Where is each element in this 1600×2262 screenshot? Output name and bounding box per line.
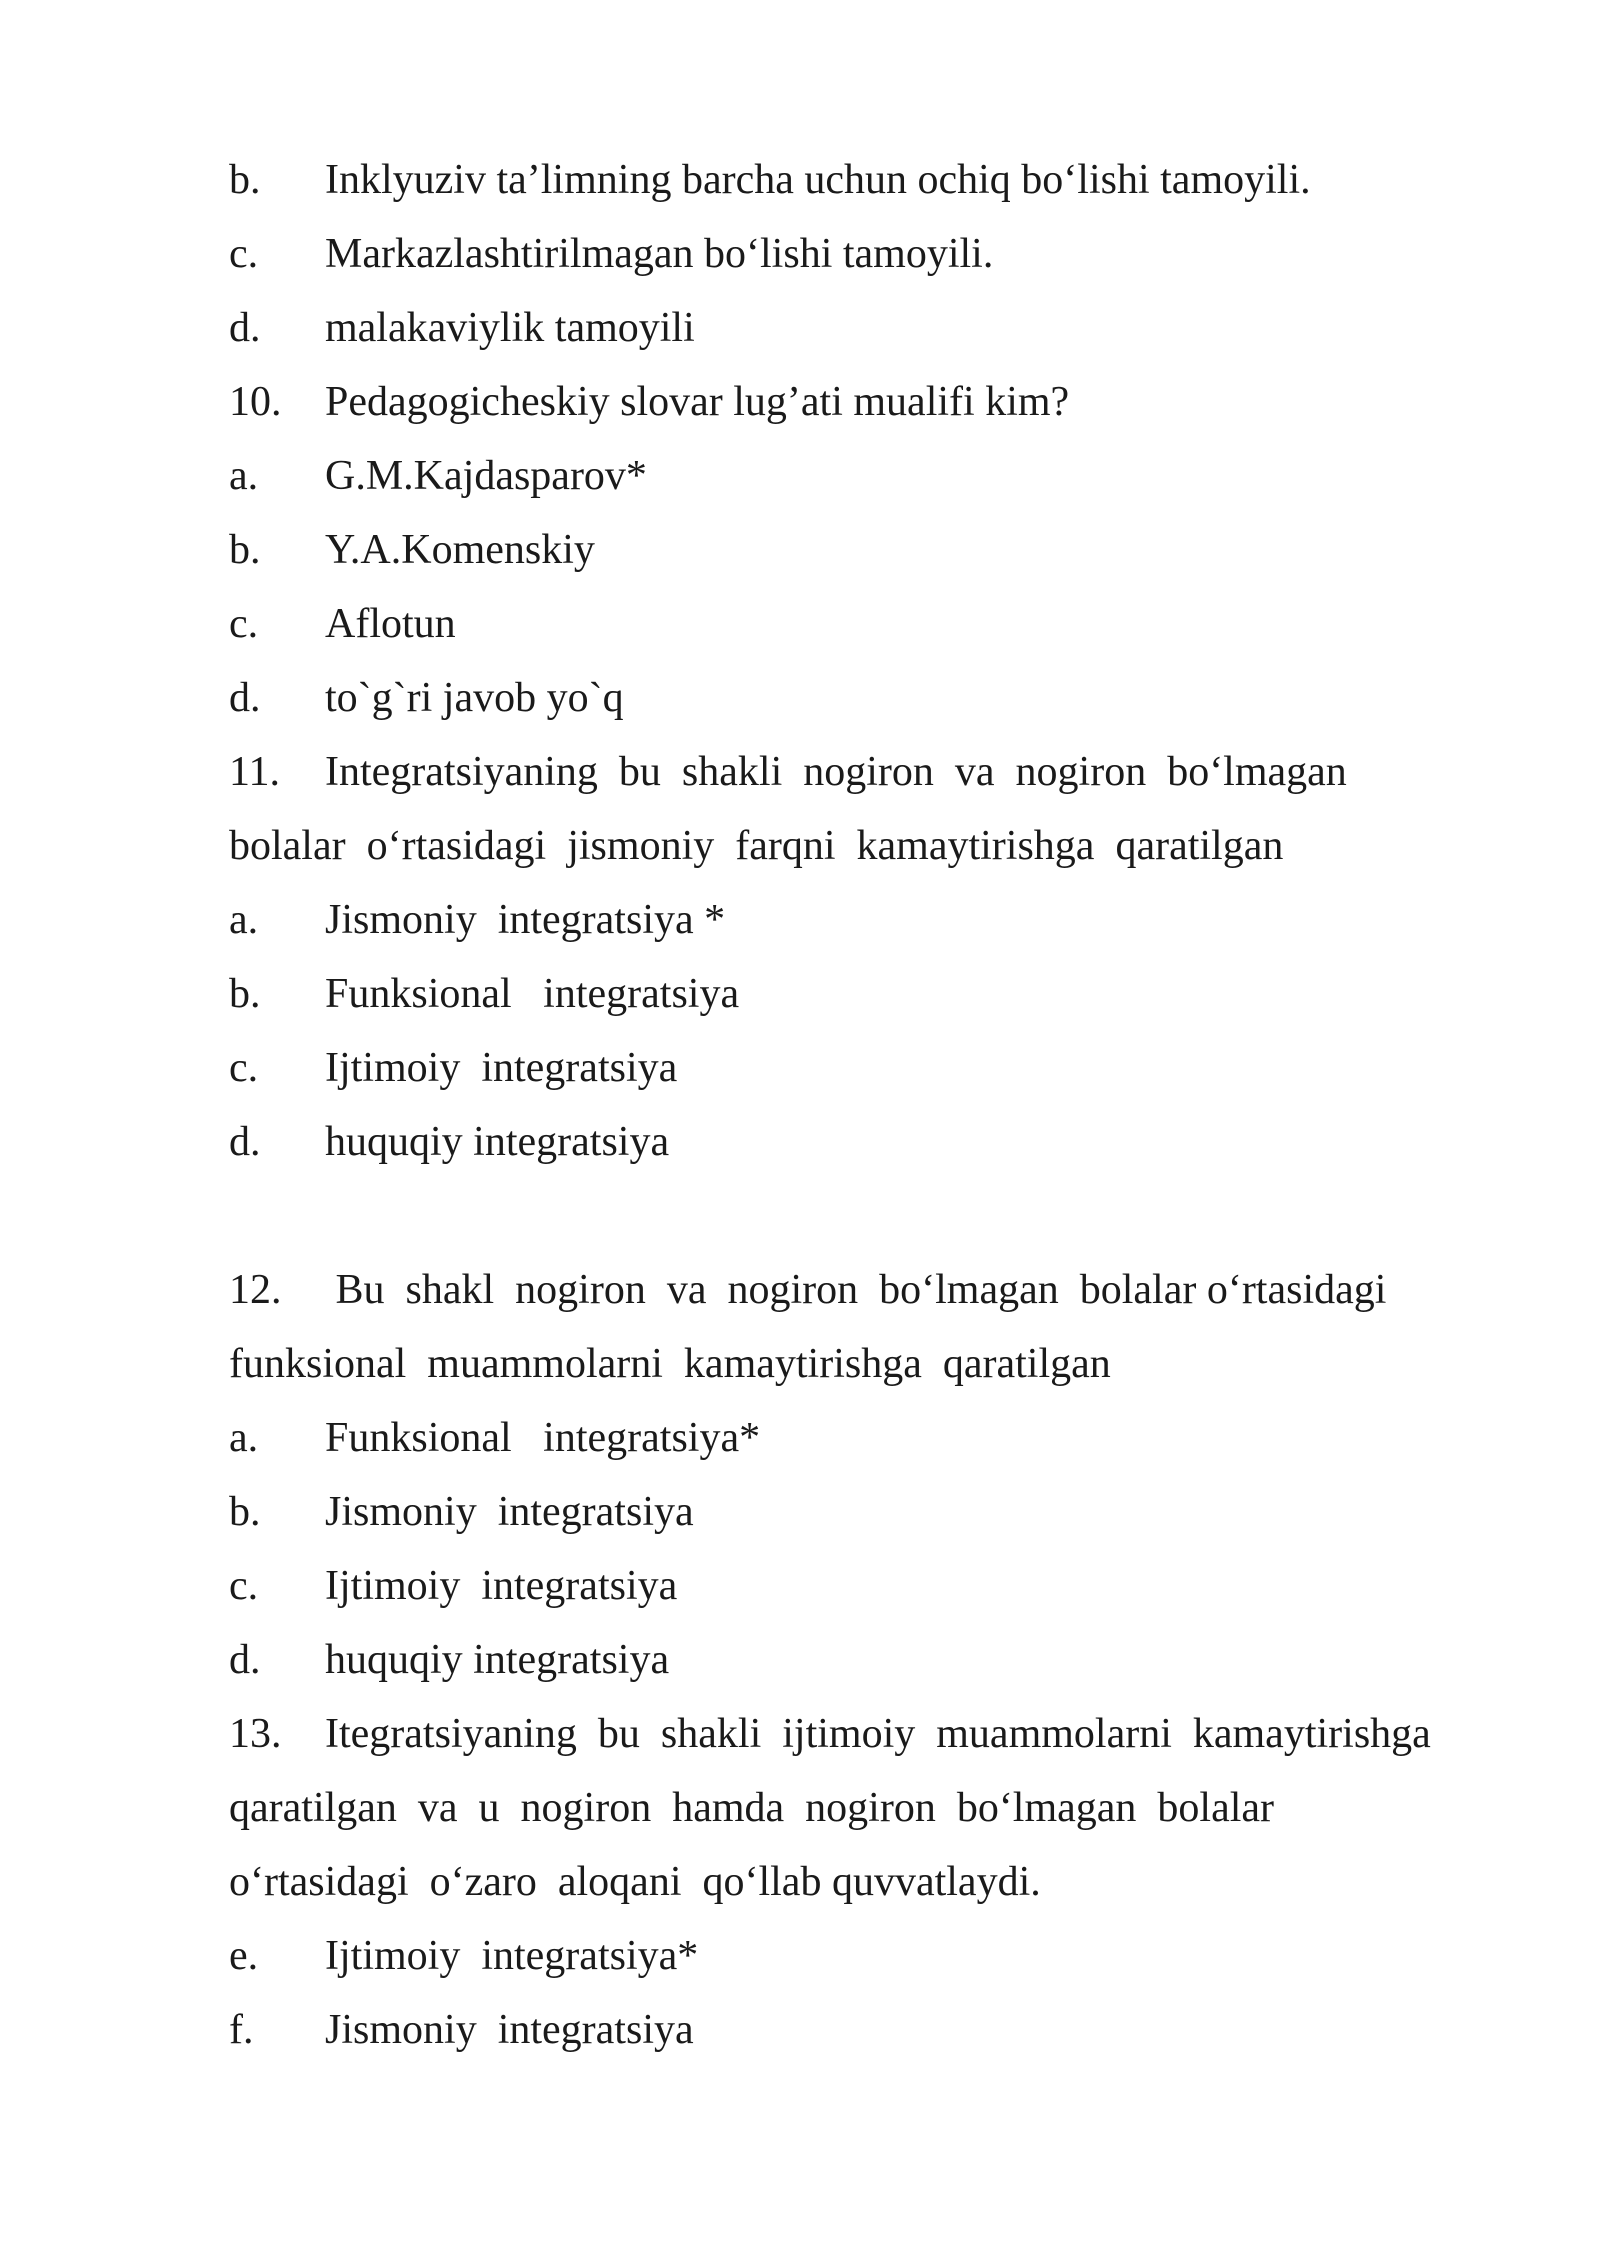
option-b	[229, 150, 1311, 210]
question-13-continued	[229, 1778, 1274, 1838]
question-12-continued	[229, 1334, 1111, 1394]
question-text: Bu shakl nogiron va nogiron bo‘lmagan bolalar o‘rtasidagi	[325, 1267, 1387, 1313]
item-label: f.	[229, 2007, 254, 2053]
item-text: Funksional integratsiya*	[325, 1415, 761, 1461]
item-label: a.	[229, 1415, 259, 1461]
option-d	[229, 298, 695, 358]
item-label: d.	[229, 1119, 261, 1165]
item-text: huquqiy integratsiya	[325, 1637, 670, 1683]
item-label: a.	[229, 453, 259, 499]
question-number: 13.	[229, 1711, 282, 1757]
item-text: Inklyuziv ta’limning barcha uchun ochiq bo‘lishi tamoyili.	[325, 157, 1311, 203]
question-12	[229, 1260, 1386, 1320]
question-13-continued	[229, 1852, 1041, 1912]
item-text: Jismoniy integratsiya *	[325, 897, 726, 943]
item-text: to`g`ri javob yo`q	[325, 675, 624, 721]
question-13	[229, 1704, 1431, 1764]
item-label: e.	[229, 1933, 259, 1979]
option-d	[229, 1630, 669, 1690]
item-label: b.	[229, 157, 261, 203]
option-a	[229, 1408, 760, 1468]
question-11	[229, 742, 1347, 802]
item-label: d.	[229, 1637, 261, 1683]
item-text: G.M.Kajdasparov*	[325, 453, 647, 499]
item-text: Ijtimoiy integratsiya	[325, 1563, 678, 1609]
option-c	[229, 594, 456, 654]
item-text: Y.A.Komenskiy	[325, 527, 595, 573]
item-label: a.	[229, 897, 259, 943]
question-10	[229, 372, 1069, 432]
item-label: b.	[229, 971, 261, 1017]
option-b	[229, 1482, 694, 1542]
option-a	[229, 446, 647, 506]
item-text: Aflotun	[325, 601, 456, 647]
question-number: 11.	[229, 749, 280, 795]
question-text: o‘rtasidagi o‘zaro aloqani qo‘llab quvvatlaydi.	[229, 1859, 1041, 1905]
option-d	[229, 1112, 669, 1172]
option-c	[229, 1556, 677, 1616]
question-text: Itegratsiyaning bu shakli ijtimoiy muammolarni kamaytirishga	[325, 1711, 1431, 1757]
question-number: 12.	[229, 1267, 282, 1313]
question-text: Integratsiyaning bu shakli nogiron va nogiron bo‘lmagan	[325, 749, 1347, 795]
item-text: Markazlashtirilmagan bo‘lishi tamoyili.	[325, 231, 994, 277]
option-c	[229, 1038, 677, 1098]
item-label: d.	[229, 305, 261, 351]
item-label: c.	[229, 1045, 259, 1091]
item-label: c.	[229, 601, 259, 647]
option-b	[229, 520, 595, 580]
question-11-continued	[229, 816, 1283, 876]
item-label: c.	[229, 1563, 259, 1609]
item-label: b.	[229, 1489, 261, 1535]
option-d	[229, 668, 624, 728]
question-number: 10.	[229, 379, 282, 425]
option-b	[229, 964, 739, 1024]
option-a	[229, 890, 725, 950]
item-text: huquqiy integratsiya	[325, 1119, 670, 1165]
question-text: funksional muammolarni kamaytirishga qaratilgan	[229, 1341, 1111, 1387]
question-text: qaratilgan va u nogiron hamda nogiron bo‘lmagan bolalar	[229, 1785, 1275, 1831]
item-text: Jismoniy integratsiya	[325, 2007, 694, 2053]
question-text: bolalar o‘rtasidagi jismoniy farqni kamaytirishga qaratilgan	[229, 823, 1284, 869]
option-e	[229, 1926, 698, 1986]
option-f	[229, 2000, 694, 2060]
option-c	[229, 224, 993, 284]
item-label: b.	[229, 527, 261, 573]
item-text: Ijtimoiy integratsiya*	[325, 1933, 699, 1979]
item-label: d.	[229, 675, 261, 721]
item-text: malakaviylik tamoyili	[325, 305, 695, 351]
item-text: Jismoniy integratsiya	[325, 1489, 694, 1535]
question-text: Pedagogicheskiy slovar lug’ati mualifi kim?	[325, 379, 1070, 425]
item-text: Funksional integratsiya	[325, 971, 740, 1017]
item-label: c.	[229, 231, 259, 277]
item-text: Ijtimoiy integratsiya	[325, 1045, 678, 1091]
